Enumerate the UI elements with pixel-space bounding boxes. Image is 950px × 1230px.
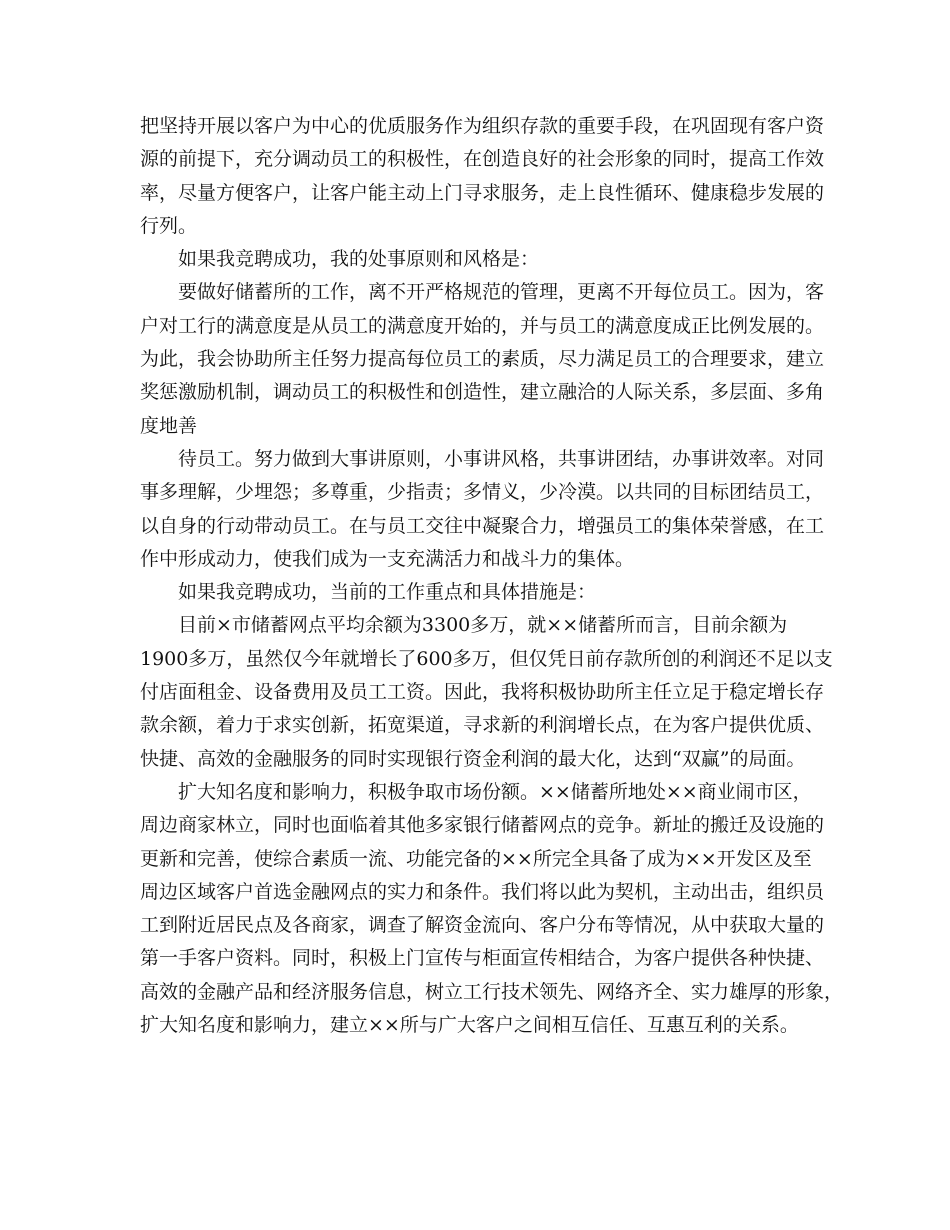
document-page — [140, 110, 844, 1042]
text-line: 把坚持开展以客户为中心的优质服务作为组织存款的重要手段，在巩固现有客户资 — [140, 115, 825, 137]
text-line: 户对工行的满意度是从员工的满意度开始的，并与员工的满意度成正比例发展的。 — [140, 314, 825, 337]
text-line: 源的前提下，充分调动员工的积极性，在创造良好的社会形象的同时，提高工作效 — [140, 148, 825, 171]
text-line: 率，尽量方便客户，让客户能主动上门寻求服务，走上良性循环、健康稳步发展的 — [140, 181, 825, 204]
text-line: 周边区域客户首选金融网点的实力和条件。我们将以此为契机，主动出击，组织员 — [140, 880, 825, 903]
text-line: 1900多万，虽然仅今年就增长了600多万，但仅凭日前存款所创的利润还不足以支 — [140, 647, 833, 670]
text-line: 第一手客户资料。同时，积极上门宣传与柜面宣传相结合，为客户提供各种快捷、 — [140, 947, 825, 970]
text-line: 如果我竞聘成功，当前的工作重点和具体措施是： — [178, 581, 597, 604]
text-line: 快捷、高效的金融服务的同时实现银行资金利润的最大化，达到“双赢”的局面。 — [140, 747, 806, 770]
text-line: 要做好储蓄所的工作，离不开严格规范的管理，更离不开每位员工。因为，客 — [178, 281, 825, 304]
text-line: 如果我竞聘成功，我的处事原则和风格是： — [178, 248, 540, 271]
text-line: 扩大知名度和影响力，建立××所与广大客户之间相互信任、互惠互利的关系。 — [140, 1014, 799, 1037]
text-line: 度地善 — [140, 414, 198, 437]
text-line: 以自身的行动带动员工。在与员工交往中凝聚合力，增强员工的集体荣誉感，在工 — [140, 514, 825, 537]
text-line: 为此，我会协助所主任努力提高每位员工的素质，尽力满足员工的合理要求，建立 — [140, 348, 825, 371]
text-line: 周边商家林立，同时也面临着其他多家银行储蓄网点的竞争。新址的搬迁及设施的 — [140, 814, 825, 837]
text-line: 工到附近居民点及各商家，调查了解资金流向、客户分布等情况，从中获取大量的 — [140, 914, 825, 937]
text-line: 高效的金融产品和经济服务信息，树立工行技术领先、网络齐全、实力雄厚的形象， — [140, 980, 844, 1003]
text-line: 更新和完善，使综合素质一流、功能完备的××所完全具备了成为××开发区及至 — [140, 847, 812, 870]
text-line: 付店面租金、设备费用及员工工资。因此，我将积极协助所主任立足于稳定增长存 — [140, 681, 825, 704]
text-line: 事多理解，少埋怨；多尊重，少指责；多情义，少冷漠。以共同的目标团结员工， — [140, 481, 825, 504]
text-line: 扩大知名度和影响力，积极争取市场份额。××储蓄所地处××商业闹市区， — [178, 780, 812, 803]
text-line: 目前×市储蓄网点平均余额为3300多万，就××储蓄所而言，目前余额为 — [178, 614, 788, 637]
text-line: 待员工。努力做到大事讲原则，小事讲风格，共事讲团结，办事讲效率。对同 — [178, 447, 825, 470]
text-line: 作中形成动力，使我们成为一支充满活力和战斗力的集体。 — [140, 547, 635, 570]
text-line: 款余额，着力于求实创新，拓宽渠道，寻求新的利润增长点，在为客户提供优质、 — [140, 714, 825, 737]
text-line: 奖惩激励机制，调动员工的积极性和创造性，建立融洽的人际关系，多层面、多角 — [140, 381, 825, 404]
text-line: 行列。 — [140, 214, 198, 237]
